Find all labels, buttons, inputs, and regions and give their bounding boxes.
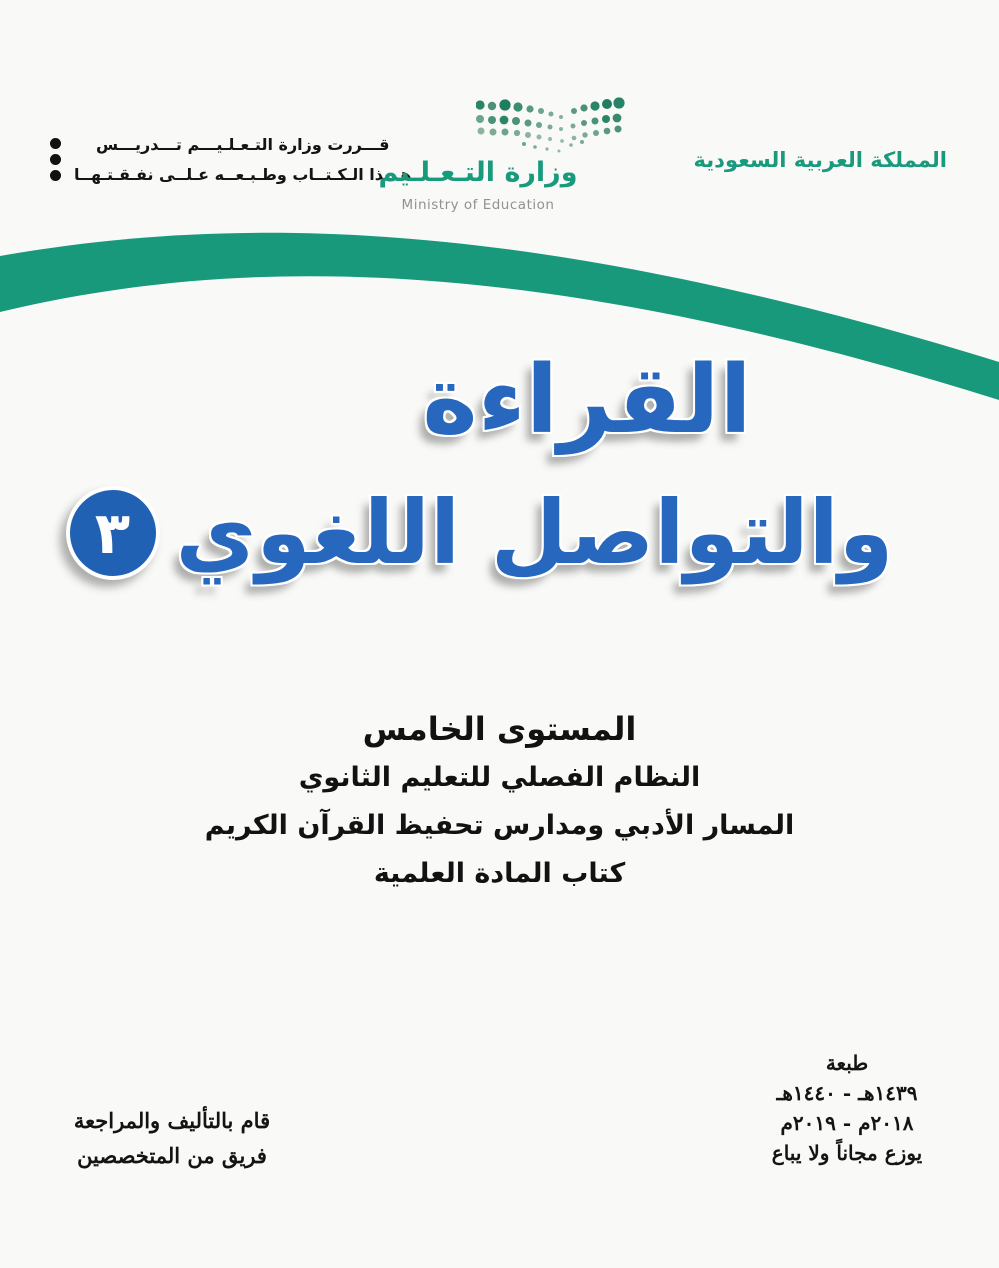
volume-number: ٣ — [94, 498, 131, 567]
ministry-english-wordmark: Ministry of Education — [401, 197, 555, 213]
kingdom-name: المملكة العربية السعودية — [693, 148, 947, 172]
authors-line-1: قام بالتأليف والمراجعة — [73, 1108, 271, 1133]
edition-gregorian-years: ٢٠١٨م - ٢٠١٩م — [780, 1111, 914, 1135]
book-title-line-2-text: والتواصل اللغوي — [175, 481, 894, 584]
decision-line-1: قـــررت وزارة التـعـلـيـــم تـــدريـــس — [95, 135, 390, 154]
book-type-line: كتاب المادة العلمية — [373, 858, 626, 889]
distribution-note: يوزع مجاناً ولا يباع — [771, 1141, 923, 1165]
book-title-line-2 — [0, 480, 959, 586]
authors-block — [62, 1104, 282, 1173]
decision-line-2: هـــذا الـكـتــاب وطـبـعــه عـلــى نفـقـتـهــا — [74, 164, 412, 184]
authors-line-2: فريق من المتخصصين — [77, 1142, 267, 1168]
curriculum-block — [0, 710, 999, 906]
edition-title: طبعة — [825, 1051, 869, 1075]
track-line: المسار الأدبي ومدارس تحفيظ القرآن الكريم — [204, 810, 795, 841]
ministry-arabic-wordmark: وزارة التـعـلـيم — [378, 157, 578, 188]
edition-hijri-years: ١٤٣٩هـ - ١٤٤٠هـ — [776, 1081, 918, 1105]
volume-number-badge — [66, 486, 160, 580]
edition-block — [757, 1048, 937, 1168]
book-title-line-1: القراءة — [422, 346, 752, 455]
system-line: النظام الفصلي للتعليم الثانوي — [298, 762, 701, 793]
level-title: المستوى الخامس — [362, 710, 637, 748]
